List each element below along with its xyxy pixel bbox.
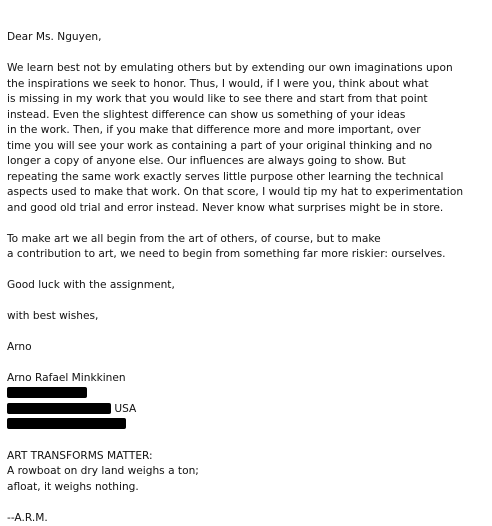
redaction-bar [7,387,87,398]
blank-line [7,356,489,372]
paragraph-line: aspects used to make that work. On that score, I would tip my hat to experimentation [7,185,489,201]
address-line-1 [7,387,489,403]
paragraph-line: We learn best not by emulating others but by extending our own imaginations upon [7,61,489,77]
blank-line [7,325,489,341]
paragraph-line: time you will see your work as containing a part of your original thinking and no [7,139,489,155]
salutation: Dear Ms. Nguyen, [7,30,489,46]
paragraph-line: instead. Even the slightest difference can show us something of your ideas [7,108,489,124]
redaction-bar [7,418,126,429]
redaction-bar [7,403,111,414]
paragraph-line: repeating the same work exactly serves little purpose other learning the technical [7,170,489,186]
paragraph-line: To make art we all begin from the art of others, of course, but to make [7,232,489,248]
initials: --A.R.M. [7,511,489,526]
blank-line [7,263,489,279]
closing-line: with best wishes, [7,309,489,325]
blank-line [7,46,489,62]
address-line-3 [7,418,489,434]
paragraph-line: longer a copy of anyone else. Our influences are always going to show. But [7,154,489,170]
paragraph-art [7,232,489,263]
signature-full-name: Arno Rafael Minkkinen [7,371,489,387]
good-luck-line: Good luck with the assignment, [7,278,489,294]
blank-line [7,294,489,310]
paragraph-line: the inspirations we seek to honor. Thus, I would, if I were you, think about what [7,77,489,93]
paragraph-line: is missing in my work that you would like to see there and start from that point [7,92,489,108]
paragraph-line: in the work. Then, if you make that difference more and more important, over [7,123,489,139]
address-country: USA [114,403,136,415]
blank-line [7,433,489,449]
motto-line: A rowboat on dry land weighs a ton; [7,464,489,480]
address-line-2 [7,402,489,418]
motto-title: ART TRANSFORMS MATTER: [7,449,489,465]
blank-line [7,495,489,511]
motto-line: afloat, it weighs nothing. [7,480,489,496]
paragraph-line: a contribution to art, we need to begin from something far more riskier: ourselves. [7,247,489,263]
signature-first-name: Arno [7,340,489,356]
blank-line [7,216,489,232]
paragraph-advice [7,61,489,216]
email-body [7,30,489,526]
paragraph-line: and good old trial and error instead. Never know what surprises might be in store. [7,201,489,217]
